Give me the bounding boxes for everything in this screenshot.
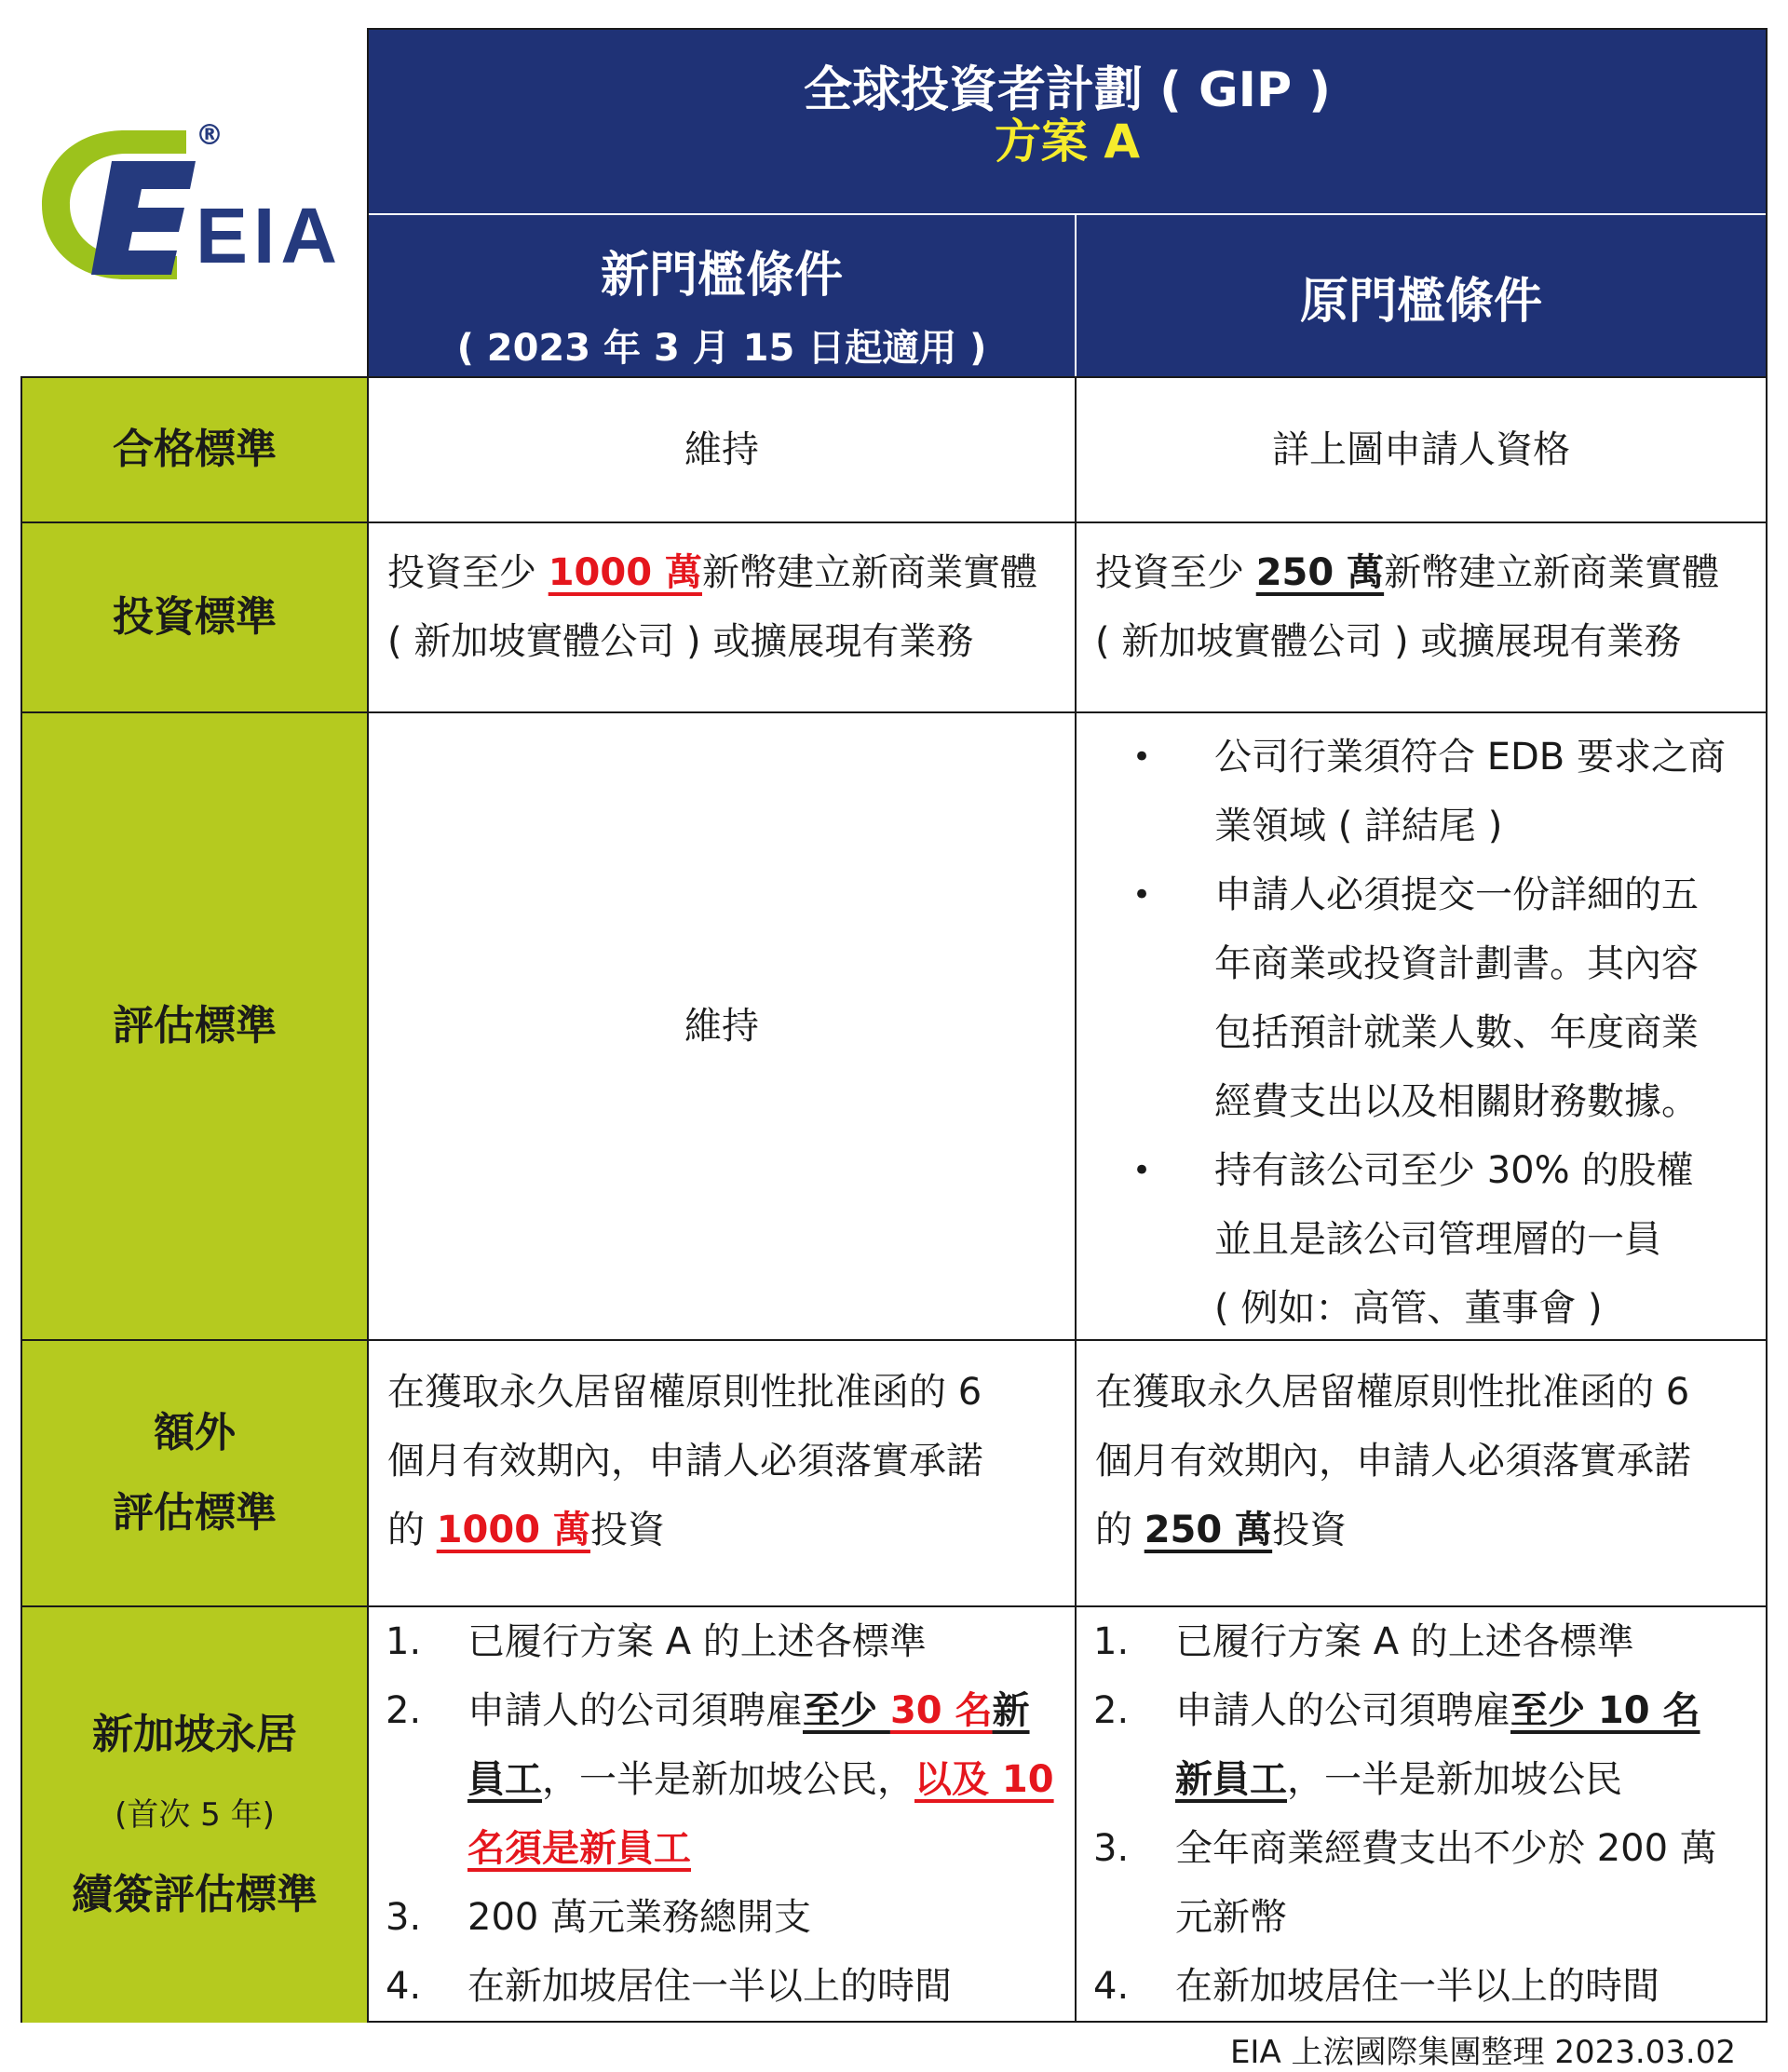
new-assessment: 維持: [369, 713, 1077, 1341]
old-renewal: [1077, 1607, 1766, 2023]
old-eligibility: 詳上圖申請人資格: [1077, 378, 1766, 523]
new-additional-amount: 1000 萬: [436, 1509, 590, 1551]
list-item: 1. 已履行方案 A 的上述各標準: [1093, 1620, 1634, 1663]
new-additional: 在獲取永久居留權原則性批准函的 6 個月有效期內，申請人必須落實承諾 的 1000 萬投資: [369, 1341, 1077, 1607]
new-criteria-title: 新門檻條件: [600, 248, 843, 304]
row-label-assessment: 評估標準: [22, 713, 369, 1341]
page-title: 全球投資者計劃 ( GIP ): [804, 62, 1331, 118]
new-criteria-note: ( 2023 年 3 月 15 日起適用 ): [456, 327, 987, 370]
footer-credit: EIA 上浤國際集團整理 2023.03.02: [1229, 2034, 1736, 2071]
list-item: • 持有該公司至少 30% 的股權 並且是該公司管理層的一員 ( 例如：高管、董事會 ): [1132, 1149, 1694, 1330]
old-renewal-staff-count: 至少 10 名: [1510, 1689, 1700, 1732]
registered-mark: ®: [196, 119, 224, 152]
old-additional-amount: 250 萬: [1144, 1509, 1273, 1551]
row-label-renewal: 新加坡永居 (首次 5 年) 續簽評估標準: [22, 1607, 369, 2023]
list-item: • 申請人必須提交一份詳細的五 年商業或投資計劃書。其內容 包括預計就業人數、年度商業 經費支出以及相關財務數據。: [1132, 873, 1699, 1123]
new-renewal-staff-count: 30 名: [889, 1689, 993, 1732]
list-item: • 公司行業須符合 EDB 要求之商 業領域 ( 詳結尾 ): [1132, 736, 1726, 847]
old-assessment: [1077, 713, 1766, 1341]
old-investment: 投資至少 250 萬新幣建立新商業實體 ( 新加坡實體公司 ) 或擴展現有業務: [1077, 523, 1766, 713]
row-label-additional: 額外 評估標準: [22, 1341, 369, 1607]
old-criteria-header: 原門檻條件: [1299, 274, 1542, 330]
new-renewal: [369, 1607, 1077, 2023]
list-item: 4. 在新加坡居住一半以上的時間: [386, 1965, 952, 2008]
table-header: [367, 28, 1768, 378]
new-criteria-header: [369, 215, 1075, 378]
new-investment: 投資至少 1000 萬新幣建立新商業實體 ( 新加坡實體公司 ) 或擴展現有業務: [369, 523, 1077, 713]
brand-name: EIA: [196, 192, 344, 279]
row-label-eligibility: 合格標準: [22, 378, 369, 523]
list-item: 4. 在新加坡居住一半以上的時間: [1093, 1965, 1659, 2008]
new-investment-amount: 1000 萬: [548, 551, 702, 594]
old-investment-amount: 250 萬: [1255, 551, 1385, 594]
row-label-investment: 投資標準: [22, 523, 369, 713]
list-item: 2. 申請人的公司須聘雇至少 30 名新 員工，一半是新加坡公民，以及 10 名須是新員工: [386, 1689, 1054, 1870]
list-item: 3. 全年商業經費支出不少於 200 萬 元新幣: [1093, 1827, 1717, 1939]
comparison-table: [20, 376, 1768, 2023]
plan-subtitle: 方案 A: [994, 115, 1141, 169]
list-item: 3. 200 萬元業務總開支: [386, 1896, 812, 1939]
list-item: 2. 申請人的公司須聘雇至少 10 名 新員工，一半是新加坡公民: [1093, 1689, 1700, 1801]
list-item: 1. 已履行方案 A 的上述各標準: [386, 1620, 927, 1663]
old-additional: 在獲取永久居留權原則性批准函的 6 個月有效期內，申請人必須落實承諾 的 250 萬投資: [1077, 1341, 1766, 1607]
new-eligibility: 維持: [369, 378, 1077, 523]
